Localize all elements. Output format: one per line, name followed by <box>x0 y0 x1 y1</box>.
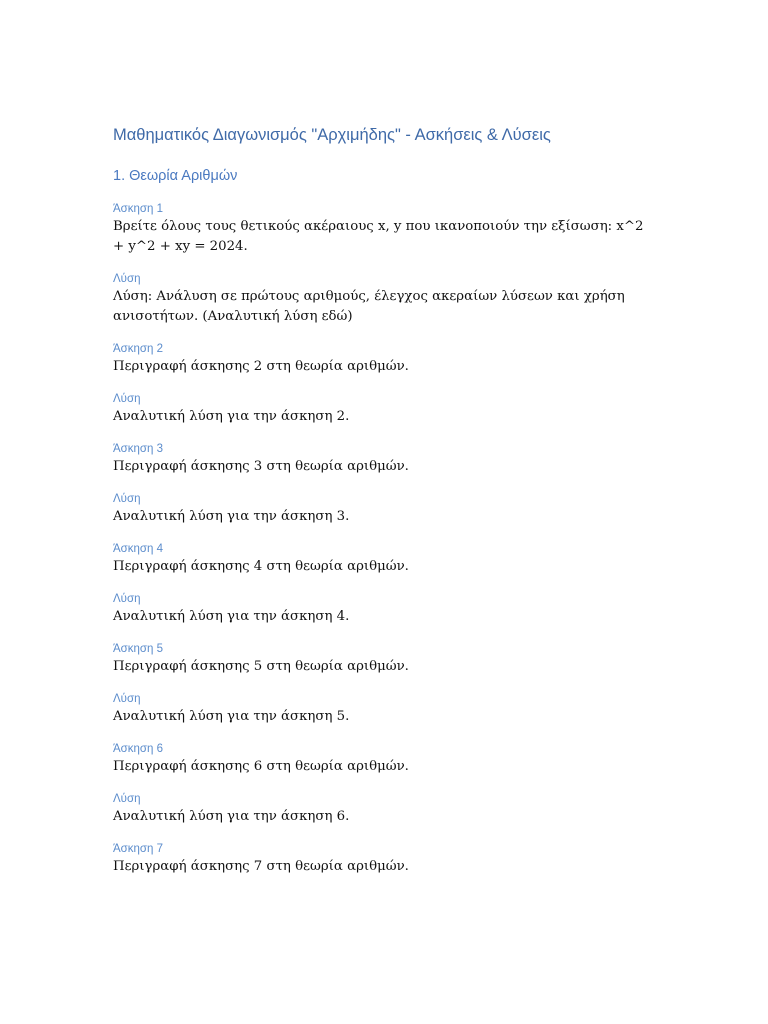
solution-entry <box>113 391 658 427</box>
exercise-label: Άσκηση 3 <box>113 443 164 455</box>
solution-label: Λύση <box>113 593 141 605</box>
solution-label: Λύση <box>113 493 141 505</box>
exercise-label: Άσκηση 1 <box>113 203 164 215</box>
document-page <box>113 122 658 891</box>
solution-label: Λύση <box>113 693 141 705</box>
document-title: Μαθηματικός Διαγωνισμός "Αρχιμήδης" - Ασκήσεις & Λύσεις <box>113 126 551 144</box>
solution-text: Λύση: Ανάλυση σε πρώτους αριθμούς, έλεγχος ακεραίων λύσεων και χρήση ανισοτήτων. (Αναλυτική λύση εδώ) <box>113 289 625 324</box>
solution-label: Λύση <box>113 273 141 285</box>
solution-text: Αναλυτική λύση για την άσκηση 2. <box>113 409 350 424</box>
exercise-entry <box>113 341 658 377</box>
solution-text: Αναλυτική λύση για την άσκηση 4. <box>113 609 350 624</box>
exercise-entry <box>113 741 658 777</box>
exercise-label: Άσκηση 4 <box>113 543 164 555</box>
exercise-text: Περιγραφή άσκησης 5 στη θεωρία αριθμών. <box>113 659 409 674</box>
exercise-label: Άσκηση 5 <box>113 643 164 655</box>
exercise-label: Άσκηση 6 <box>113 743 164 755</box>
exercise-text: Βρείτε όλους τους θετικούς ακέραιους x, y που ικανοποιούν την εξίσωση: x^2 + y^2 + xy = 2024. <box>113 219 644 254</box>
solution-label: Λύση <box>113 793 141 805</box>
exercise-text: Περιγραφή άσκησης 7 στη θεωρία αριθμών. <box>113 859 409 874</box>
solution-label: Λύση <box>113 393 141 405</box>
exercise-entry <box>113 641 658 677</box>
solution-entry <box>113 791 658 827</box>
exercise-entry <box>113 841 658 877</box>
solution-entry <box>113 691 658 727</box>
solution-entry <box>113 271 658 327</box>
exercise-text: Περιγραφή άσκησης 4 στη θεωρία αριθμών. <box>113 559 409 574</box>
solution-text: Αναλυτική λύση για την άσκηση 5. <box>113 709 350 724</box>
solution-text: Αναλυτική λύση για την άσκηση 6. <box>113 809 350 824</box>
solution-entry <box>113 591 658 627</box>
exercise-text: Περιγραφή άσκησης 6 στη θεωρία αριθμών. <box>113 759 409 774</box>
solution-entry <box>113 491 658 527</box>
exercise-entry <box>113 541 658 577</box>
exercise-entry <box>113 201 658 257</box>
solution-text: Αναλυτική λύση για την άσκηση 3. <box>113 509 350 524</box>
exercise-label: Άσκηση 7 <box>113 843 164 855</box>
section-title: 1. Θεωρία Αριθμών <box>113 168 238 184</box>
exercise-entry <box>113 441 658 477</box>
exercise-text: Περιγραφή άσκησης 2 στη θεωρία αριθμών. <box>113 359 409 374</box>
exercise-text: Περιγραφή άσκησης 3 στη θεωρία αριθμών. <box>113 459 409 474</box>
exercise-label: Άσκηση 2 <box>113 343 164 355</box>
